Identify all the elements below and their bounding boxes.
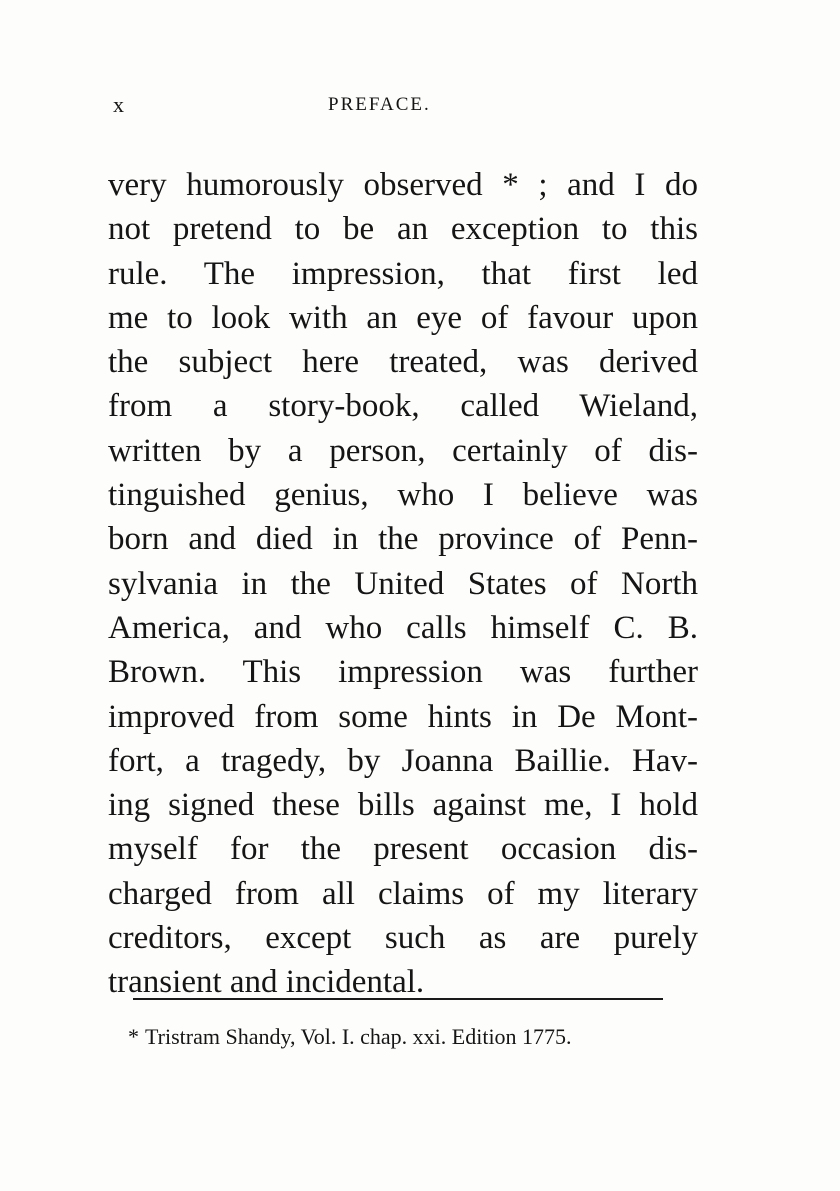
text-line: the subject here treated, was derived xyxy=(108,344,698,381)
text-line: written by a person, certainly of dis- xyxy=(108,432,698,469)
footnote-text: Tristram Shandy, Vol. I. chap. xxi. Edition 1775. xyxy=(145,1024,572,1049)
text-line: fort, a tragedy, by Joanna Baillie. Hav- xyxy=(108,742,698,779)
text-line: tinguished genius, who I believe was xyxy=(108,477,698,514)
text-line: ing signed these bills against me, I hold xyxy=(108,787,698,824)
running-head: PREFACE. xyxy=(328,94,431,115)
text-line: improved from some hints in De Mont- xyxy=(108,698,698,735)
text-line: creditors, except such as are purely xyxy=(108,920,698,957)
text-line: born and died in the province of Penn- xyxy=(108,521,698,558)
page-number: x xyxy=(113,92,125,117)
text-line: me to look with an eye of favour upon xyxy=(108,299,698,336)
text-line: sylvania in the United States of North xyxy=(108,565,698,602)
page-header xyxy=(0,92,840,122)
text-line: not pretend to be an exception to this xyxy=(108,211,698,248)
text-line: charged from all claims of my literary xyxy=(108,875,698,912)
footnote-rule xyxy=(133,998,663,1000)
text-line: from a story-book, called Wieland, xyxy=(108,388,698,425)
text-line: transient and incidental. xyxy=(108,964,425,1001)
text-line: America, and who calls himself C. B. xyxy=(108,609,698,646)
text-line: rule. The impression, that first led xyxy=(108,255,698,292)
footnote-mark: * xyxy=(128,1024,139,1049)
footnote xyxy=(128,1024,698,1050)
body-text xyxy=(108,163,698,1005)
text-line: Brown. This impression was further xyxy=(108,654,698,691)
text-line: very humorously observed * ; and I do xyxy=(108,167,698,203)
text-line: myself for the present occasion dis- xyxy=(108,831,698,868)
